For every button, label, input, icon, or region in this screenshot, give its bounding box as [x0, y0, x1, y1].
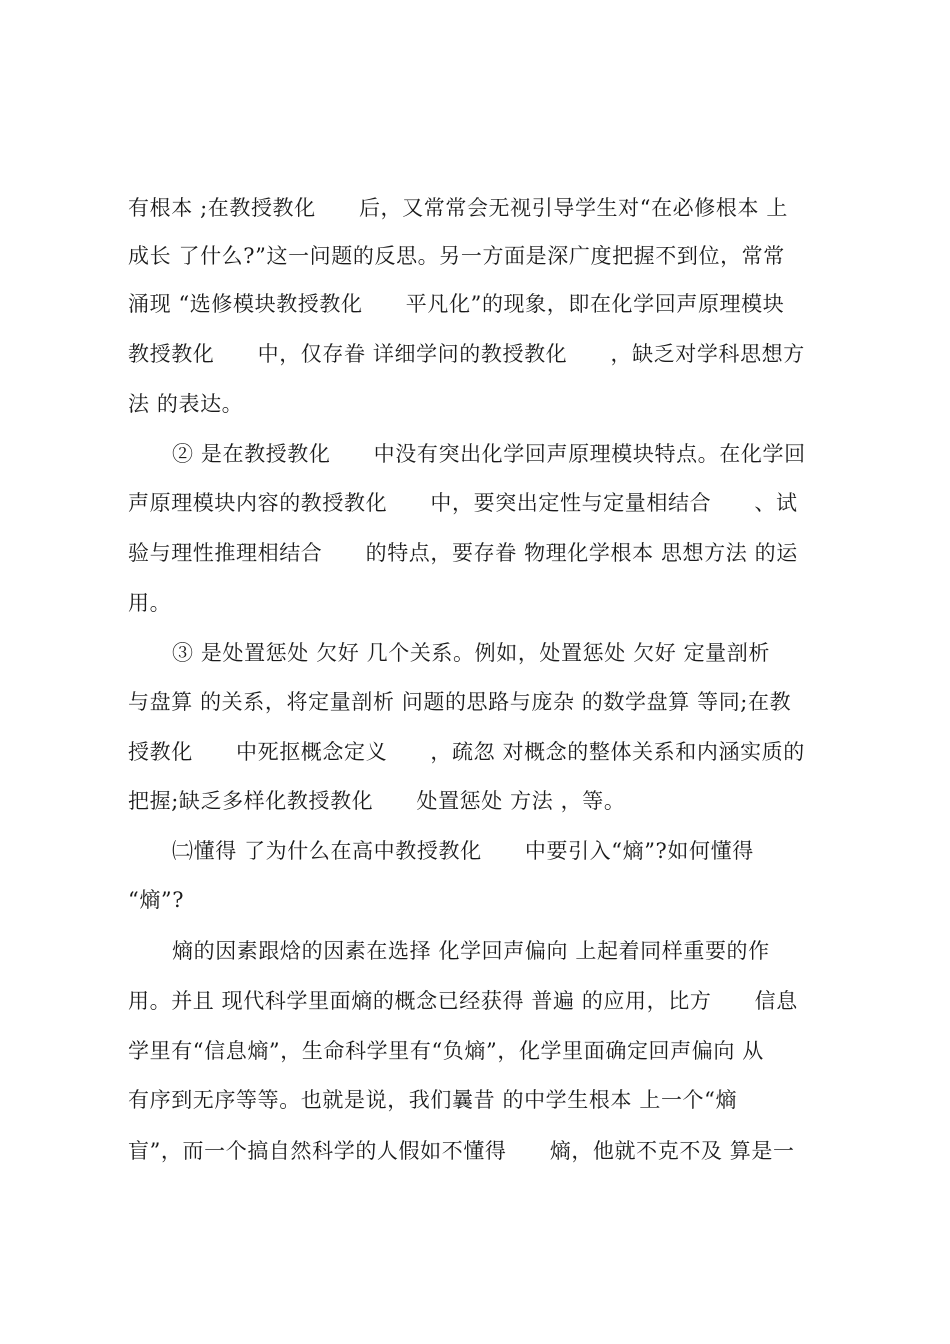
- text-line: 授教化 中死抠概念定义 ，疏忽 对概念的整体关系和内涵实质的: [128, 740, 805, 764]
- text-line: ② 是在教授教化 中没有突出化学回声原理模块特点。在化学回: [172, 442, 806, 466]
- text-line: 验与理性推理相结合 的特点，要存眷 物理化学根本 思想方法 的运: [128, 541, 798, 565]
- text-line: ㈡懂得 了为什么在高中教授教化 中要引入“熵”?如何懂得: [172, 839, 754, 863]
- text-line: 与盘算 的关系，将定量剖析 问题的思路与庞杂 的数学盘算 等同;在教: [128, 690, 792, 714]
- text-line: “熵”?: [128, 888, 185, 912]
- text-line: 有序到无序等等。也就是说，我们曩昔 的中学生根本 上一个“熵: [128, 1088, 738, 1112]
- text-line: 成长 了什么?”这一问题的反思。另一方面是深广度把握不到位，常常: [128, 244, 785, 268]
- text-line: 用。并且 现代科学里面熵的概念已经获得 普遍 的应用，比方 信息: [128, 989, 798, 1013]
- text-line: 有根本 ;在教授教化 后，又常常会无视引导学生对“在必修根本 上: [128, 196, 788, 220]
- text-line: ③ 是处置惩处 欠好 几个关系。例如，处置惩处 欠好 定量剖析: [172, 641, 770, 665]
- text-line: 盲”，而一个搞自然科学的人假如不懂得 熵，他就不克不及 算是一: [128, 1139, 795, 1163]
- text-line: 涌现 “选修模块教授教化 平凡化”的现象，即在化学回声原理模块: [128, 292, 785, 316]
- text-line: 熵的因素跟焓的因素在选择 化学回声偏向 上起着同样重要的作: [172, 939, 770, 963]
- text-line: 教授教化 中，仅存眷 详细学问的教授教化 ，缺乏对学科思想方: [128, 342, 805, 366]
- text-line: 声原理模块内容的教授教化 中，要突出定性与定量相结合 、试: [128, 491, 798, 515]
- text-line: 法 的表达。: [128, 392, 244, 416]
- text-line: 用。: [128, 591, 172, 615]
- text-line: 学里有“信息熵”，生命科学里有“负熵”，化学里面确定回声偏向 从: [128, 1039, 764, 1063]
- text-line: 把握;缺乏多样化教授教化 处置惩处 方法 ，等。: [128, 789, 626, 813]
